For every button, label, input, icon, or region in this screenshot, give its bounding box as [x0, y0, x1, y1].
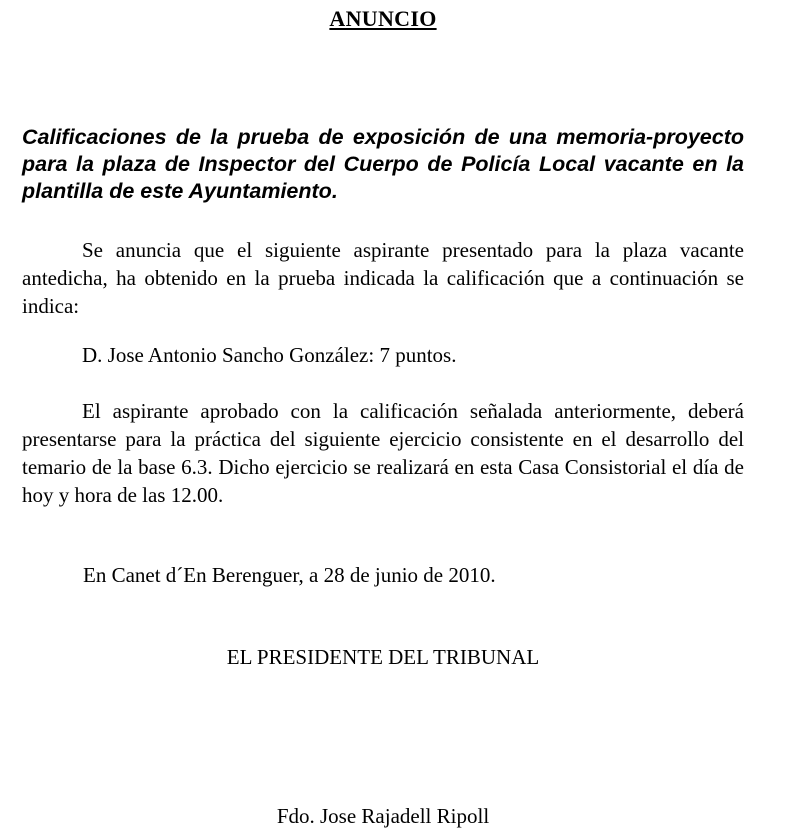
instructions-paragraph: El aspirante aprobado con la calificación señalada anteriormente, deberá presentarse para la práctica del siguiente ejercicio consistente en el desarrollo del temario de la base 6.3. Dicho ejercicio se realizará en esta Casa Consistorial el día de hoy y hora de las 12.00. [22, 399, 744, 507]
signature-name: Fdo. Jose Rajadell Ripoll [276, 804, 490, 828]
candidate-score: D. Jose Antonio Sancho González: 7 puntos. [82, 343, 457, 367]
announcement-paragraph: Se anuncia que el siguiente aspirante presentado para la plaza vacante antedicha, ha obtenido en la prueba indicada la calificación que a continuación se indica: [22, 238, 744, 318]
place-date: En Canet d´En Berenguer, a 28 de junio de 2010. [83, 563, 496, 587]
document-subject: Calificaciones de la prueba de exposición de una memoria-proyecto para la plaza de Inspector del Cuerpo de Policía Local vacante en la plantilla de este Ayuntamiento. [22, 125, 744, 203]
signer-role: EL PRESIDENTE DEL TRIBUNAL [226, 645, 540, 669]
document-heading: ANUNCIO [329, 6, 437, 31]
